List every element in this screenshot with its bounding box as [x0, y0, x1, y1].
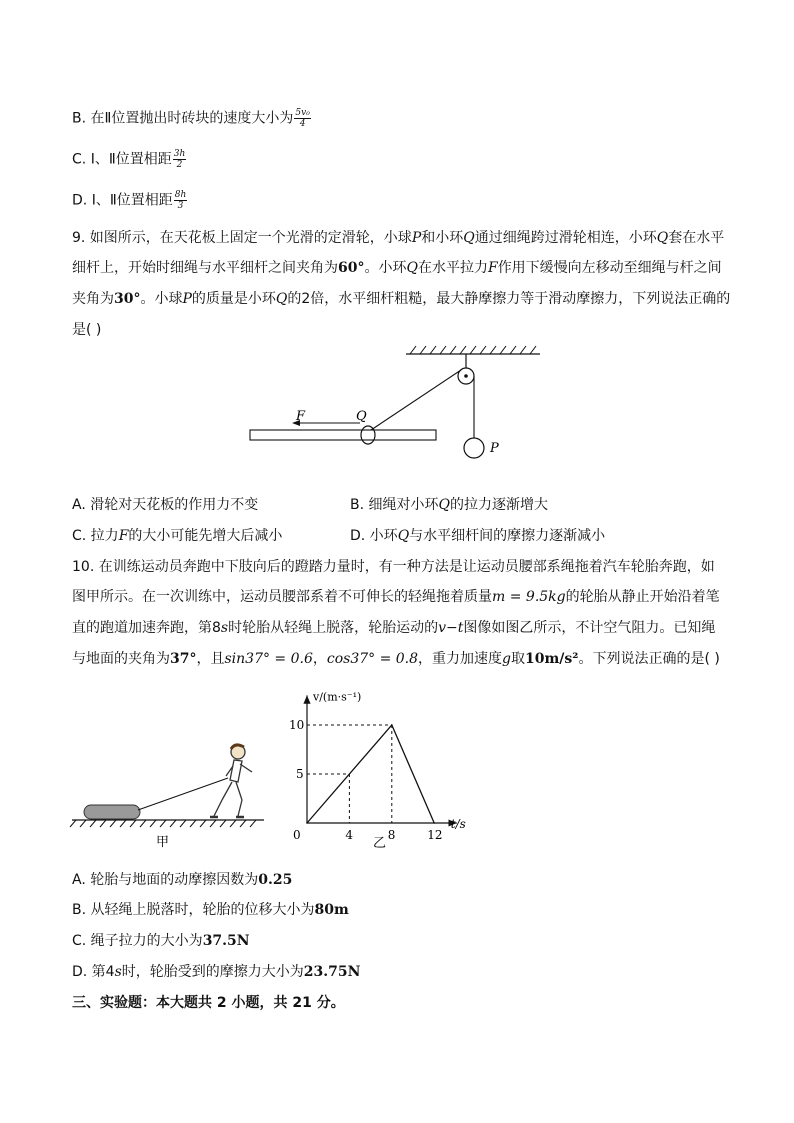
- data-point: [433, 822, 435, 824]
- q10-option-b[interactable]: [72, 900, 349, 920]
- text-run: 夹角为: [72, 291, 114, 307]
- y-tick-label: 5: [296, 767, 304, 781]
- text-run: 图甲所示。在一次训练中，运动员腰部系着不可伸长的轻绳拖着质量: [72, 589, 492, 605]
- text-run: 时轮胎从轻绳上脱落，轮胎运动的: [228, 620, 439, 636]
- q8-option-c[interactable]: [72, 149, 186, 170]
- option-text: D. 第4: [72, 964, 115, 980]
- runner-figure: [210, 745, 252, 817]
- text-run: 。下列说法正确的是( ): [578, 651, 720, 667]
- text-run: ，重力加速度: [418, 651, 503, 667]
- text-run: 细杆上，开始时细绳与水平细杆之间夹角为: [72, 260, 338, 276]
- text-run: 10. 在训练运动员奔跑中下肢向后的蹬踏力量时，有一种方法是让运动员腰部系绳拖着汽车轮胎奔跑，如: [72, 559, 715, 575]
- q8-option-b-label: B.: [72, 110, 91, 127]
- q8-option-c-text: Ⅰ、Ⅱ位置相距: [90, 151, 172, 168]
- var-P: P: [182, 291, 192, 307]
- angle-value: 37°: [170, 651, 197, 667]
- q10-option-a[interactable]: [72, 870, 292, 890]
- var-P: P: [411, 230, 422, 246]
- angle-value: 60°: [338, 260, 365, 276]
- q10-option-d[interactable]: [72, 962, 360, 982]
- var-Q: Q: [397, 528, 410, 544]
- text-run: 9. 如图所示，在天花板上固定一个光滑的定滑轮，小球: [72, 230, 412, 246]
- caption-jia: 甲: [156, 835, 170, 850]
- option-text: C. 拉力: [72, 528, 119, 544]
- option-value: 80m: [314, 902, 349, 918]
- text-run: 作用下缓慢向左移动至细绳与杆之间: [497, 260, 722, 276]
- text-run: 套在水平: [668, 230, 725, 246]
- option-text: A. 轮胎与地面的动摩擦因数为: [72, 872, 259, 888]
- x-tick-label: 4: [345, 828, 354, 842]
- label-Q: Q: [356, 409, 367, 424]
- mass-expression: m = 9.5kg: [492, 589, 566, 605]
- var-Q: Q: [438, 497, 450, 513]
- q8-option-c-fraction: [173, 149, 187, 170]
- var-Q: Q: [275, 291, 288, 307]
- q9-pulley-figure: [240, 340, 560, 470]
- q8-option-b-text: 在Ⅱ位置抛出时砖块的速度大小为: [90, 110, 294, 127]
- text-run: 直的跑道加速奔跑，第8: [72, 620, 221, 636]
- option-value: 23.75N: [303, 964, 361, 980]
- horizontal-rod: [250, 430, 436, 440]
- fraction-denominator: 3: [177, 201, 184, 211]
- option-text: B. 从轻绳上脱落时，轮胎的位移大小为: [72, 902, 315, 918]
- g-value: 10m/s²: [525, 651, 579, 667]
- unit-s: s: [220, 620, 229, 636]
- q9-stem-line-3: [72, 289, 730, 309]
- option-text: B. 细绳对小环: [350, 497, 439, 513]
- sin-expression: sin37° = 0.6: [224, 651, 313, 667]
- q10-vt-chart: [285, 685, 470, 855]
- q10-stem-line-3: [72, 618, 715, 638]
- var-F: F: [118, 528, 129, 544]
- text-run: 。小环: [364, 260, 407, 276]
- ground-hatch: [70, 820, 256, 827]
- option-value: 37.5N: [202, 933, 250, 949]
- option-text: C. 绳子拉力的大小为: [72, 933, 203, 949]
- pulley-axle: [464, 374, 468, 378]
- section-3-title: 三、实验题：本大题共 2 小题，共 21 分。: [72, 995, 345, 1011]
- x-axis-label: t/s: [450, 817, 466, 831]
- tire: [84, 805, 140, 819]
- var-Q: Q: [406, 260, 418, 276]
- option-text: 的大小可能先增大后减小: [128, 528, 283, 544]
- y-tick-label: 10: [289, 718, 305, 732]
- option-text: D. 小环: [350, 528, 398, 544]
- option-text: A. 滑轮对天花板的作用力不变: [72, 497, 259, 513]
- text-run: 的轮胎从静止开始沿着笔: [565, 589, 720, 605]
- fraction-numerator: 5v₀: [295, 108, 310, 118]
- q8-option-c-label: C.: [72, 151, 91, 168]
- angle-value: 30°: [114, 291, 141, 307]
- text-run: 取: [511, 651, 526, 667]
- text-run: 。小球: [140, 291, 183, 307]
- chart-plot-layer: [289, 690, 466, 851]
- q9-stem-line-4: [72, 320, 101, 340]
- text-run: 是( ): [72, 322, 102, 338]
- fraction-numerator: 8h: [174, 190, 187, 200]
- y-axis-label: v/(m·s⁻¹): [313, 690, 362, 704]
- x-tick-label: 12: [427, 828, 443, 842]
- ceiling-hatch: [410, 346, 536, 354]
- text-run: 和小环: [421, 230, 464, 246]
- q9-option-b[interactable]: [350, 495, 548, 515]
- fraction-numerator: 3h: [173, 149, 186, 159]
- vt-expression: v−t: [438, 620, 464, 636]
- data-point: [306, 822, 308, 824]
- option-text: 的拉力逐渐增大: [450, 497, 548, 513]
- q10-stem-line-2: [72, 587, 720, 607]
- tow-rope: [138, 778, 228, 810]
- option-value: 0.25: [258, 872, 293, 888]
- caption-yi: 乙: [373, 836, 387, 851]
- q9-option-a[interactable]: [72, 495, 258, 515]
- text-run: 与地面的夹角为: [72, 651, 170, 667]
- q9-stem-line-2: [72, 258, 722, 278]
- unit-s: s: [114, 964, 122, 980]
- rope-to-ring: [368, 370, 461, 432]
- q10-figure-jia: [68, 740, 268, 855]
- x-tick-label: 8: [387, 828, 396, 842]
- q8-option-d-fraction: [174, 190, 188, 211]
- q9-option-c[interactable]: [72, 526, 282, 546]
- option-text: 时，轮胎受到的摩擦力大小为: [121, 964, 304, 980]
- ball-P: [464, 438, 484, 458]
- q8-option-b[interactable]: [72, 108, 311, 129]
- q8-option-d-text: Ⅰ、Ⅱ位置相距: [91, 192, 173, 209]
- fraction-denominator: 4: [299, 119, 306, 129]
- q8-option-b-fraction: [294, 108, 310, 129]
- label-P: P: [490, 441, 499, 456]
- q8-option-d[interactable]: [72, 190, 187, 211]
- var-Q: Q: [463, 230, 475, 246]
- text-run: 的2倍，水平细杆粗糙，最大静摩擦力等于滑动摩擦力，下列说法正确的: [287, 291, 731, 307]
- q9-option-d[interactable]: [350, 526, 605, 546]
- cos-expression: cos37° = 0.8: [326, 651, 419, 667]
- var-g: g: [502, 651, 512, 667]
- q10-stem-line-4: [72, 649, 720, 669]
- q8-option-d-label: D.: [72, 192, 92, 209]
- data-point: [391, 724, 393, 726]
- text-run: ，且: [196, 651, 225, 667]
- q10-stem-line-1: [72, 557, 715, 577]
- x-tick-label: 0: [293, 828, 301, 842]
- q9-stem-line-1: [72, 228, 724, 248]
- text-run: 图像如图乙所示，不计空气阻力。已知绳: [463, 620, 716, 636]
- label-F: F: [296, 409, 306, 424]
- text-run: 通过细绳跨过滑轮相连，小环: [474, 230, 657, 246]
- text-run: 的质量是小环: [191, 291, 276, 307]
- var-Q: Q: [656, 230, 669, 246]
- option-text: 与水平细杆间的摩擦力逐渐减小: [409, 528, 606, 544]
- fraction-denominator: 2: [176, 160, 183, 170]
- text-run: ，: [312, 651, 327, 667]
- var-F: F: [487, 260, 498, 276]
- q10-option-c[interactable]: [72, 931, 250, 951]
- text-run: 在水平拉力: [417, 260, 488, 276]
